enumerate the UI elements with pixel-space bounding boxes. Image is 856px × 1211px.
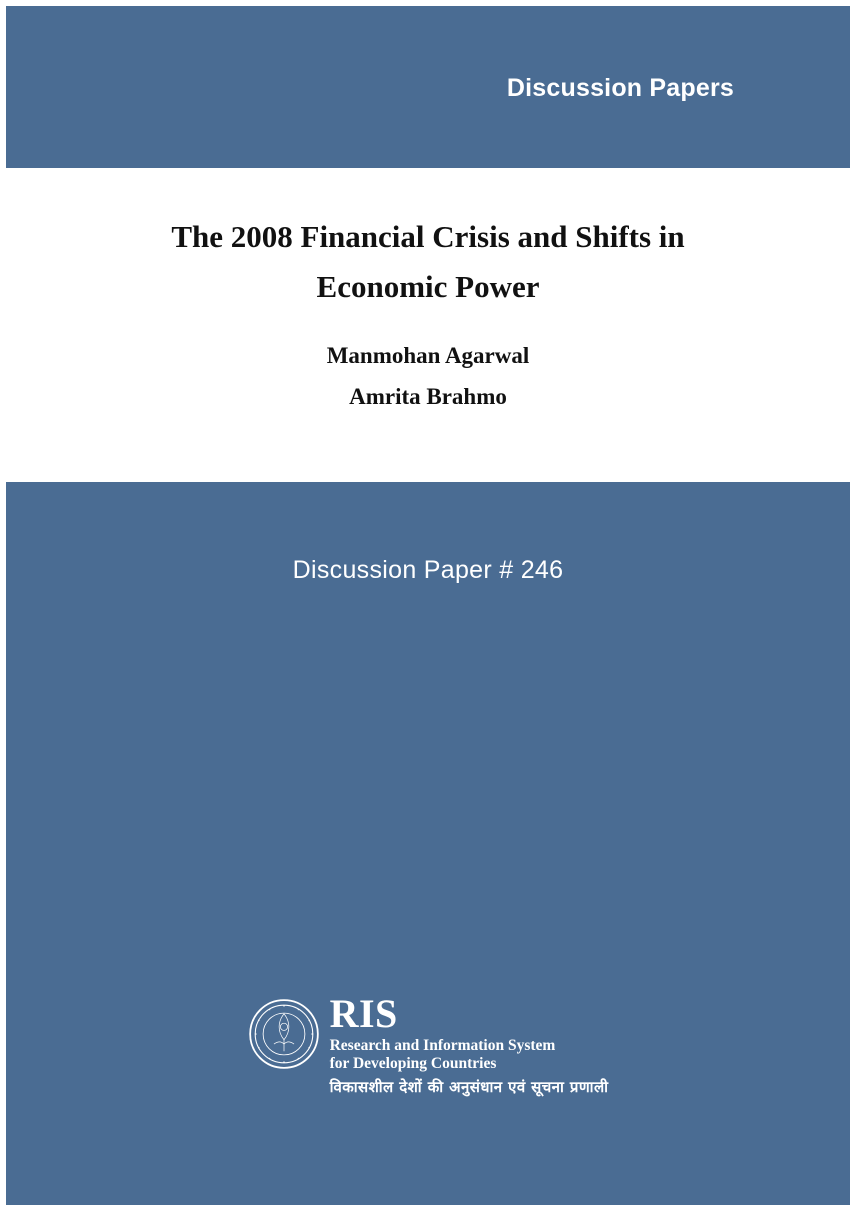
- logo-acronym: RIS: [329, 991, 398, 1036]
- logo-text: [329, 991, 609, 1097]
- logo-subtitle-line-2: for Developing Countries: [329, 1054, 497, 1072]
- logo-inner: [248, 991, 609, 1097]
- author-list: [66, 336, 790, 418]
- author-name: Manmohan Agarwal: [326, 343, 530, 368]
- page-title: [66, 212, 790, 312]
- ris-emblem-icon: [248, 998, 320, 1070]
- cover-background: [6, 6, 850, 1205]
- title-line-2: Economic Power: [316, 269, 540, 305]
- top-band: [6, 6, 850, 168]
- paper-number: Discussion Paper # 246: [292, 556, 564, 584]
- logo-subtitle-line-1: Research and Information System: [329, 1037, 556, 1054]
- author-name: Amrita Brahmo: [349, 383, 507, 409]
- publisher-logo: [6, 991, 850, 1097]
- logo-hindi-line: विकासशील देशों की अनुसंधान एवं सूचना प्रणाली: [329, 1077, 609, 1096]
- title-line-1: The 2008 Financial Crisis and Shifts in: [171, 219, 685, 254]
- title-panel: [6, 168, 850, 482]
- series-label: Discussion Papers: [506, 74, 734, 102]
